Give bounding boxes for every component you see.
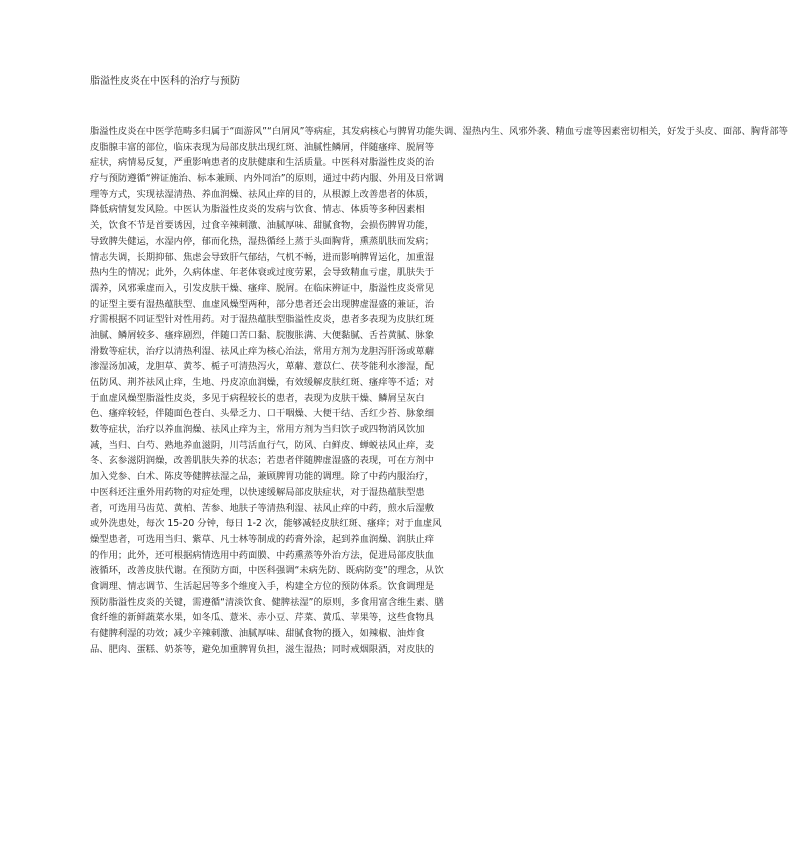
body-line: 理等方式，实现祛湿清热、养血润燥、祛风止痒的目的，从根源上改善患者的体质， bbox=[90, 188, 434, 200]
body-line: 皮脂腺丰富的部位，临床表现为局部皮肤出现红斑、油腻性鳞屑，伴随瘙痒、脱屑等 bbox=[90, 141, 434, 153]
body-line: 濡养，风邪乘虚而入，引发皮肤干燥、瘙痒、脱屑。在临床辨证中，脂溢性皮炎常见 bbox=[90, 282, 434, 294]
body-line: 导致脾失健运，水湿内停，郁而化热，湿热循经上蒸于头面胸背，熏蒸肌肤而发病； bbox=[90, 235, 434, 247]
body-line: 情志失调，长期抑郁、焦虑会导致肝气郁结，气机不畅，进而影响脾胃运化，加重湿 bbox=[90, 251, 434, 263]
body-line: 中医科还注重外用药物的对症处理，以快速缓解局部皮肤症状，对于湿热蕴肤型患 bbox=[90, 486, 425, 498]
body-line: 疗与预防遵循“辨证施治、标本兼顾、内外同治”的原则，通过中药内服、外用及日常调 bbox=[90, 173, 444, 185]
document-body bbox=[90, 124, 788, 657]
body-line: 关，饮食不节是首要诱因，过食辛辣刺激、油腻厚味、甜腻食物，会损伤脾胃功能， bbox=[90, 220, 434, 232]
body-line: 预防脂溢性皮炎的关键，需遵循“清淡饮食、健脾祛湿”的原则，多食用富含维生素、膳 bbox=[90, 596, 444, 608]
body-line: 热内生的情况；此外，久病体虚、年老体衰或过度劳累，会导致精血亏虚，肌肤失于 bbox=[90, 267, 434, 279]
body-line: 或外洗患处，每次 15-20 分钟，每日 1-2 次，能够减轻皮肤红斑、瘙痒；对于血虚风 bbox=[90, 518, 442, 530]
body-line: 滑数等症状，治疗以清热利湿、祛风止痒为核心治法，常用方剂为龙胆泻肝汤或萆薢 bbox=[90, 345, 434, 357]
body-line: 减，当归、白芍、熟地养血滋阴，川芎活血行气，防风、白鲜皮、蝉蜕祛风止痒，麦 bbox=[90, 439, 434, 451]
body-line: 的证型主要有湿热蕴肤型、血虚风燥型两种，部分患者还会出现脾虚湿盛的兼证，治 bbox=[90, 298, 434, 310]
body-line: 液循环，改善皮肤代谢。在预防方面，中医科强调“未病先防、既病防变”的理念，从饮 bbox=[90, 565, 444, 577]
body-line: 渗湿汤加减，龙胆草、黄芩、栀子可清热泻火，萆薢、薏苡仁、茯苓能利水渗湿，配 bbox=[90, 361, 434, 373]
body-line: 食调理、情志调节、生活起居等多个维度入手，构建全方位的预防体系。饮食调理是 bbox=[90, 580, 434, 592]
document-title: 脂溢性皮炎在中医科的治疗与预防 bbox=[90, 76, 240, 87]
body-line: 降低病情复发风险。中医认为脂溢性皮炎的发病与饮食、情志、体质等多种因素相 bbox=[90, 204, 425, 216]
body-line: 伍防风、荆芥祛风止痒，生地、丹皮凉血润燥，有效缓解皮肤红斑、瘙痒等不适；对 bbox=[90, 377, 434, 388]
body-line: 疗需根据不同证型针对性用药。对于湿热蕴肤型脂溢性皮炎，患者多表现为皮肤红斑 bbox=[90, 314, 434, 326]
body-line: 症状，病情易反复，严重影响患者的皮肤健康和生活质量。中医科对脂溢性皮炎的治 bbox=[90, 157, 434, 169]
body-line: 有健脾利湿的功效；减少辛辣刺激、油腻厚味、甜腻食物的摄入，如辣椒、油炸食 bbox=[90, 628, 425, 639]
body-line: 油腻、鳞屑较多、瘙痒剧烈，伴随口苦口黏、脘腹胀满、大便黏腻、舌苔黄腻、脉象 bbox=[90, 329, 434, 341]
body-line: 者，可选用马齿苋、黄柏、苦参、地肤子等清热利湿、祛风止痒的中药，煎水后湿敷 bbox=[90, 502, 434, 514]
body-line: 的作用；此外，还可根据病情选用中药面膜、中药熏蒸等外治方法，促进局部皮肤血 bbox=[90, 549, 434, 561]
body-line: 加入党参、白术、陈皮等健脾祛湿之品，兼顾脾胃功能的调理。除了中药内服治疗， bbox=[90, 471, 434, 483]
body-line: 色、瘙痒较轻，伴随面色苍白、头晕乏力、口干咽燥、大便干结、舌红少苔、脉象细 bbox=[90, 408, 434, 420]
body-line: 冬、玄参滋阴润燥，改善肌肤失养的状态；若患者伴随脾虚湿盛的表现，可在方剂中 bbox=[90, 455, 434, 467]
body-line: 食纤维的新鲜蔬菜水果，如冬瓜、薏米、赤小豆、芹菜、黄瓜、苹果等，这些食物具 bbox=[90, 612, 434, 624]
body-line: 品、肥肉、蛋糕、奶茶等，避免加重脾胃负担，滋生湿热；同时戒烟限酒，对皮肤的 bbox=[90, 643, 434, 655]
body-line: 脂溢性皮炎在中医学范畴多归属于“面游风”“白屑风”等病症，其发病核心与脾胃功能失调、湿热内生、风邪外袭、精血亏虚等因素密切相关，好发于头皮、面部、胸背部等 bbox=[90, 126, 788, 137]
body-line: 数等症状，治疗以养血润燥、祛风止痒为主，常用方剂为当归饮子或四物消风饮加 bbox=[90, 424, 425, 436]
body-line: 于血虚风燥型脂溢性皮炎，多见于病程较长的患者，表现为皮肤干燥、鳞屑呈灰白 bbox=[90, 392, 425, 404]
body-line: 燥型患者，可选用当归、紫草、凡士林等制成的药膏外涂，起到养血润燥、润肤止痒 bbox=[90, 533, 434, 545]
